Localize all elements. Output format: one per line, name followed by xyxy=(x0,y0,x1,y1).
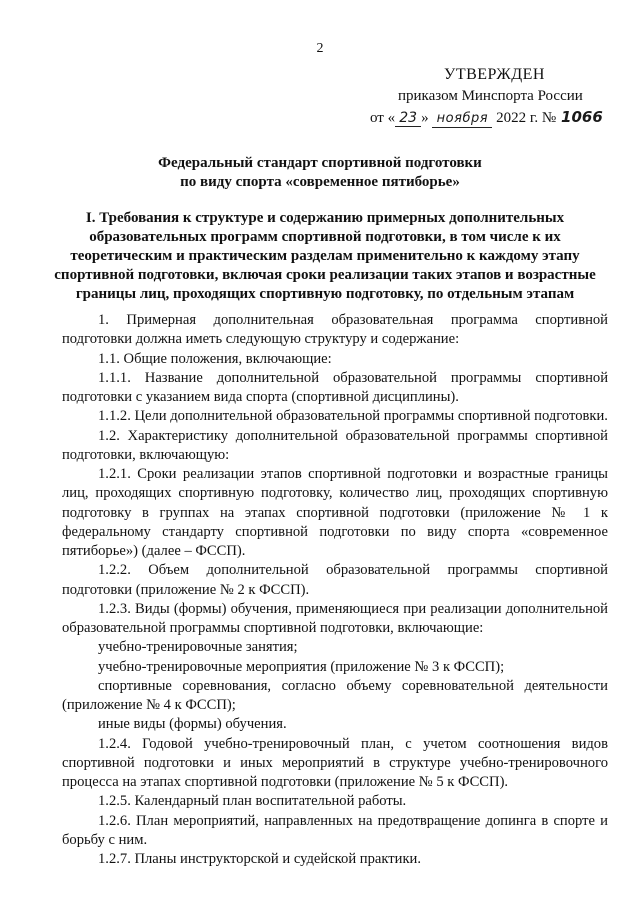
paragraph: 1.2.5. Календарный план воспитательной работы. xyxy=(98,793,407,810)
section-heading-line: I. Требования к структуре и содержанию примерных дополнительных xyxy=(85,210,565,226)
paragraph: 1.2.1. Сроки реализации этапов спортивной подготовки и возрастные границы лиц, проходящих спортивную подготовку, количество лиц, проходящих спортивную подготовку в группах на этапах спортивной подготовки (приложение № 1 к федеральному стандарту спортивной подготовки по виду спорта «современное пятиборье») (далее – ФССП). xyxy=(62,466,608,559)
handwritten-day: 23 xyxy=(395,110,421,127)
paragraph: 1.1.1. Название дополнительной образовательной программы спортивной подготовки с указанием вида спорта (спортивной дисциплины). xyxy=(62,369,608,405)
paragraph: 1.2.4. Годовой учебно-тренировочный план, с учетом соотношения видов спортивной подготовки и иных мероприятий в структуре учебно-тренировочного процесса на этапах спортивной подготовки (приложение № 5 к ФССП). xyxy=(62,735,608,790)
page-number: 2 xyxy=(316,41,324,56)
paragraph: иные виды (формы) обучения. xyxy=(98,716,287,733)
paragraph: 1.1.2. Цели дополнительной образовательной программы спортивной подготовки. xyxy=(98,408,608,425)
approval-title: УТВЕРЖДЕН xyxy=(444,66,545,83)
document-title-line: по виду спорта «современное пятиборье» xyxy=(180,174,460,190)
paragraph: 1. Примерная дополнительная образовательная программа спортивной подготовки должна иметь следующую структуру и содержание: xyxy=(62,312,608,348)
date-mid: » xyxy=(421,110,429,126)
approval-date-line xyxy=(370,109,604,128)
document-title xyxy=(0,154,640,192)
date-prefix: от « xyxy=(370,110,396,126)
paragraph: 1.2.7. Планы инструкторской и судейской практики. xyxy=(98,851,421,867)
approval-order: приказом Минспорта России xyxy=(398,88,583,104)
paragraph: 1.2.2. Объем дополнительной образовательной программы спортивной подготовки (приложение № 2 к ФССП). xyxy=(62,562,608,598)
paragraph: 1.2.6. План мероприятий, направленных на предотвращение допинга в спорте и борьбу с ним. xyxy=(62,812,608,848)
section-heading-line: границы лиц, проходящих спортивную подготовку, по отдельным этапам xyxy=(75,286,575,302)
date-year: 2022 г. № xyxy=(496,110,557,126)
paragraph: спортивные соревнования, согласно объему соревновательной деятельности (приложение № 4 к ФССП); xyxy=(62,677,608,713)
paragraph: 1.1. Общие положения, включающие: xyxy=(98,350,332,367)
document-title-line: Федеральный стандарт спортивной подготовки xyxy=(158,155,482,171)
paragraph: 1.2.3. Виды (формы) обучения, применяющиеся при реализации дополнительной образовательной программы спортивной подготовки, включающие: xyxy=(62,600,608,636)
handwritten-month: ноября xyxy=(432,111,492,128)
section-heading-line: образовательных программ спортивной подготовки, в том числе к их xyxy=(89,229,561,245)
section-heading-line: спортивной подготовки, включая сроки реализации таких этапов и возрастные xyxy=(54,267,596,283)
section-heading-line: теоретическим и практическим разделам применительно к каждому этапу xyxy=(70,248,580,264)
section-heading xyxy=(50,209,600,304)
paragraph: 1.2. Характеристику дополнительной образовательной программы спортивной подготовки, включающую: xyxy=(62,427,608,463)
document-body xyxy=(62,311,608,869)
handwritten-order-number: 1066 xyxy=(561,108,603,126)
paragraph: учебно-тренировочные занятия; xyxy=(98,639,298,656)
paragraph: учебно-тренировочные мероприятия (приложение № 3 к ФССП); xyxy=(98,658,505,675)
